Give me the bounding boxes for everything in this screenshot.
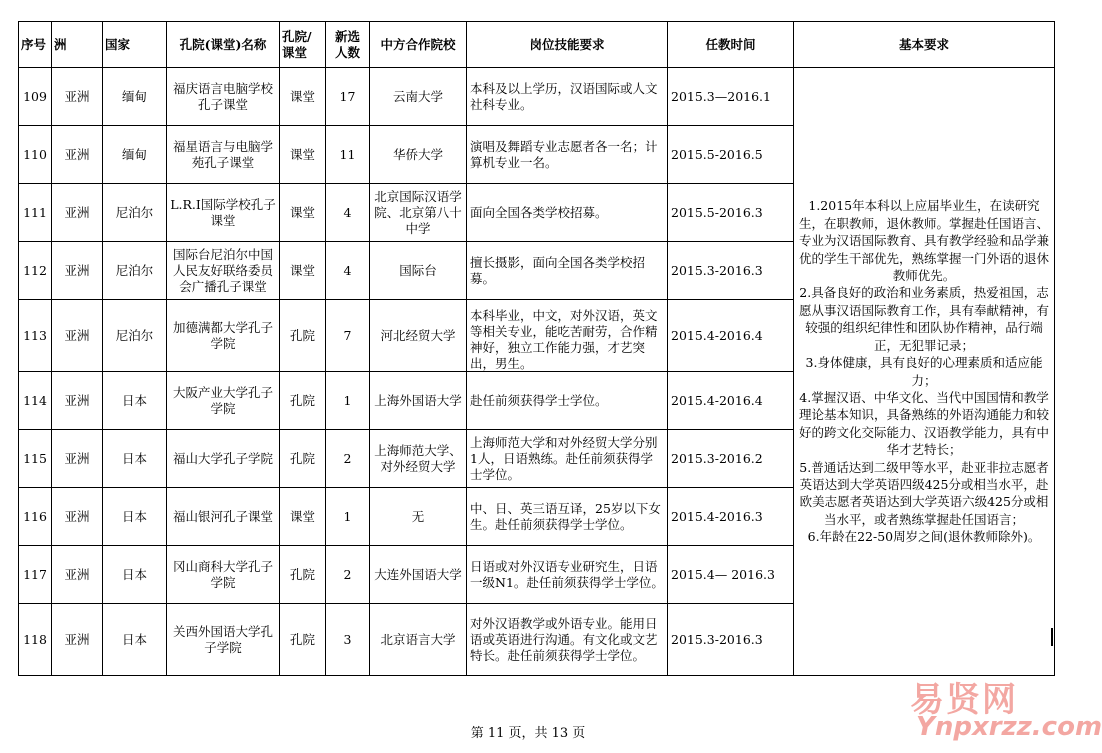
cell-continent: 亚洲 (52, 488, 103, 546)
cell-partner: 大连外国语大学 (370, 546, 467, 604)
cell-institute: 关西外国语大学孔子学院 (167, 604, 280, 676)
cell-type: 孔院 (280, 300, 326, 372)
cell-type: 孔院 (280, 604, 326, 676)
cell-country: 缅甸 (103, 126, 167, 184)
cell-skills: 演唱及舞蹈专业志愿者各一名；计算机专业一名。 (467, 126, 668, 184)
cell-partner: 无 (370, 488, 467, 546)
cell-type: 孔院 (280, 430, 326, 488)
cell-no: 118 (19, 604, 52, 676)
header-count: 新选人数 (326, 22, 370, 68)
basic-requirements (794, 68, 1055, 676)
cell-type: 课堂 (280, 242, 326, 300)
cell-term: 2015.5-2016.3 (668, 184, 794, 242)
recruitment-table (18, 21, 1055, 676)
cell-skills: 本科毕业，中文，对外汉语，英文等相关专业，能吃苦耐劳，合作精神好，独立工作能力强，才艺突出，男生。 (467, 300, 668, 372)
header-no: 序号 (19, 22, 52, 68)
header-continent: 洲 (52, 22, 103, 68)
cell-count: 4 (326, 242, 370, 300)
cell-institute: 福庆语言电脑学校孔子课堂 (167, 68, 280, 126)
cell-institute: 福山大学孔子学院 (167, 430, 280, 488)
cell-count: 3 (326, 604, 370, 676)
cell-no: 116 (19, 488, 52, 546)
cell-no: 112 (19, 242, 52, 300)
cell-country: 日本 (103, 546, 167, 604)
cell-term: 2015.4-2016.4 (668, 372, 794, 430)
header-skills: 岗位技能要求 (467, 22, 668, 68)
cell-institute: L.R.I国际学校孔子课堂 (167, 184, 280, 242)
cell-term: 2015.3-2016.3 (668, 242, 794, 300)
cell-continent: 亚洲 (52, 372, 103, 430)
watermark-logo (896, 672, 1102, 752)
cell-count: 11 (326, 126, 370, 184)
cell-term: 2015.4-2016.4 (668, 300, 794, 372)
cell-skills: 上海师范大学和对外经贸大学分别1人，日语熟练。赴任前须获得学士学位。 (467, 430, 668, 488)
cell-partner: 北京国际汉语学院、北京第八十中学 (370, 184, 467, 242)
cell-count: 17 (326, 68, 370, 126)
cell-institute: 国际台尼泊尔中国人民友好联络委员会广播孔子课堂 (167, 242, 280, 300)
cell-partner: 北京语言大学 (370, 604, 467, 676)
header-term: 任教时间 (668, 22, 794, 68)
cell-continent: 亚洲 (52, 300, 103, 372)
cell-skills: 擅长摄影，面向全国各类学校招募。 (467, 242, 668, 300)
cell-skills: 本科及以上学历，汉语国际或人文社科专业。 (467, 68, 668, 126)
cell-term: 2015.4-2016.3 (668, 488, 794, 546)
cell-count: 1 (326, 372, 370, 430)
cell-country: 日本 (103, 372, 167, 430)
cell-country: 尼泊尔 (103, 242, 167, 300)
cell-country: 缅甸 (103, 68, 167, 126)
cell-count: 7 (326, 300, 370, 372)
header-institute: 孔院(课堂)名称 (167, 22, 280, 68)
cell-no: 117 (19, 546, 52, 604)
cell-no: 115 (19, 430, 52, 488)
cell-institute: 加德满都大学孔子学院 (167, 300, 280, 372)
cell-term: 2015.3-2016.3 (668, 604, 794, 676)
page-footer: 第 11 页，共 13 页 (470, 726, 586, 741)
cell-count: 2 (326, 546, 370, 604)
cell-skills: 面向全国各类学校招募。 (467, 184, 668, 242)
watermark-en: Ynpxrzz.com (916, 712, 1102, 742)
cell-institute: 冈山商科大学孔子学院 (167, 546, 280, 604)
cell-term: 2015.4— 2016.3 (668, 546, 794, 604)
cell-no: 114 (19, 372, 52, 430)
cell-skills: 日语或对外汉语专业研究生，日语一级N1。赴任前须获得学士学位。 (467, 546, 668, 604)
edge-mark (1051, 628, 1053, 646)
cell-type: 课堂 (280, 126, 326, 184)
cell-partner: 国际台 (370, 242, 467, 300)
cell-country: 日本 (103, 430, 167, 488)
cell-partner: 河北经贸大学 (370, 300, 467, 372)
cell-continent: 亚洲 (52, 68, 103, 126)
cell-country: 日本 (103, 488, 167, 546)
cell-type: 课堂 (280, 184, 326, 242)
requirement-item: 3.身体健康，具有良好的心理素质和适应能力； (805, 355, 1043, 388)
cell-continent: 亚洲 (52, 430, 103, 488)
cell-term: 2015.3-2016.2 (668, 430, 794, 488)
cell-country: 日本 (103, 604, 167, 676)
cell-country: 尼泊尔 (103, 184, 167, 242)
cell-no: 111 (19, 184, 52, 242)
table-row (19, 68, 1055, 126)
cell-skills: 赴任前须获得学士学位。 (467, 372, 668, 430)
cell-partner: 上海外国语大学 (370, 372, 467, 430)
cell-continent: 亚洲 (52, 126, 103, 184)
requirement-item: 5.普通话达到二级甲等水平，赴亚非拉志愿者英语达到大学英语四级425分或相当水平，赴欧美志愿者英语达到大学英语六级425分或相当水平，或者熟练掌握赴任国语言； (799, 459, 1049, 527)
cell-type: 孔院 (280, 372, 326, 430)
header-type: 孔院/课堂 (280, 22, 326, 68)
cell-continent: 亚洲 (52, 546, 103, 604)
cell-skills: 对外汉语教学或外语专业。能用日语或英语进行沟通。有文化或文艺特长。赴任前须获得学士学位。 (467, 604, 668, 676)
requirement-item: 1.2015年本科以上应届毕业生，在读研究生，在职教师，退休教师。掌握赴任国语言、专业为汉语国际教育、具有教学经验和品学兼优的学生干部优先，熟练掌握一门外语的退休教师优先。 (798, 198, 1049, 284)
header-partner: 中方合作院校 (370, 22, 467, 68)
cell-type: 课堂 (280, 488, 326, 546)
cell-count: 2 (326, 430, 370, 488)
cell-term: 2015.3—2016.1 (668, 68, 794, 126)
cell-continent: 亚洲 (52, 242, 103, 300)
cell-partner: 上海师范大学、对外经贸大学 (370, 430, 467, 488)
header-row (19, 22, 1055, 68)
cell-no: 110 (19, 126, 52, 184)
cell-partner: 云南大学 (370, 68, 467, 126)
requirement-item: 4.掌握汉语、中华文化、当代中国国情和教学理论基本知识，具备熟练的外语沟通能力和较好的跨文化交际能力、汉语教学能力，具有中华才艺特长； (798, 389, 1049, 458)
cell-no: 109 (19, 68, 52, 126)
requirement-item: 6.年龄在22-50周岁之间(退休教师除外)。 (807, 529, 1041, 545)
cell-type: 课堂 (280, 68, 326, 126)
cell-institute: 福山银河孔子课堂 (167, 488, 280, 546)
header-basic: 基本要求 (794, 22, 1055, 68)
cell-institute: 福星语言与电脑学苑孔子课堂 (167, 126, 280, 184)
cell-term: 2015.5-2016.5 (668, 126, 794, 184)
cell-country: 尼泊尔 (103, 300, 167, 372)
watermark-cn: 易贤网 (910, 680, 1018, 720)
cell-type: 孔院 (280, 546, 326, 604)
requirement-item: 2.具备良好的政治和业务素质，热爱祖国，志愿从事汉语国际教育工作，具有奉献精神，有较强的组织纪律性和团队协作精神，品行端正，无犯罪记录； (798, 285, 1049, 353)
cell-institute: 大阪产业大学孔子学院 (167, 372, 280, 430)
header-country: 国家 (103, 22, 167, 68)
cell-continent: 亚洲 (52, 604, 103, 676)
cell-partner: 华侨大学 (370, 126, 467, 184)
cell-continent: 亚洲 (52, 184, 103, 242)
cell-skills: 中、日、英三语互译，25岁以下女生。赴任前须获得学士学位。 (467, 488, 668, 546)
cell-count: 1 (326, 488, 370, 546)
cell-no: 113 (19, 300, 52, 372)
cell-count: 4 (326, 184, 370, 242)
